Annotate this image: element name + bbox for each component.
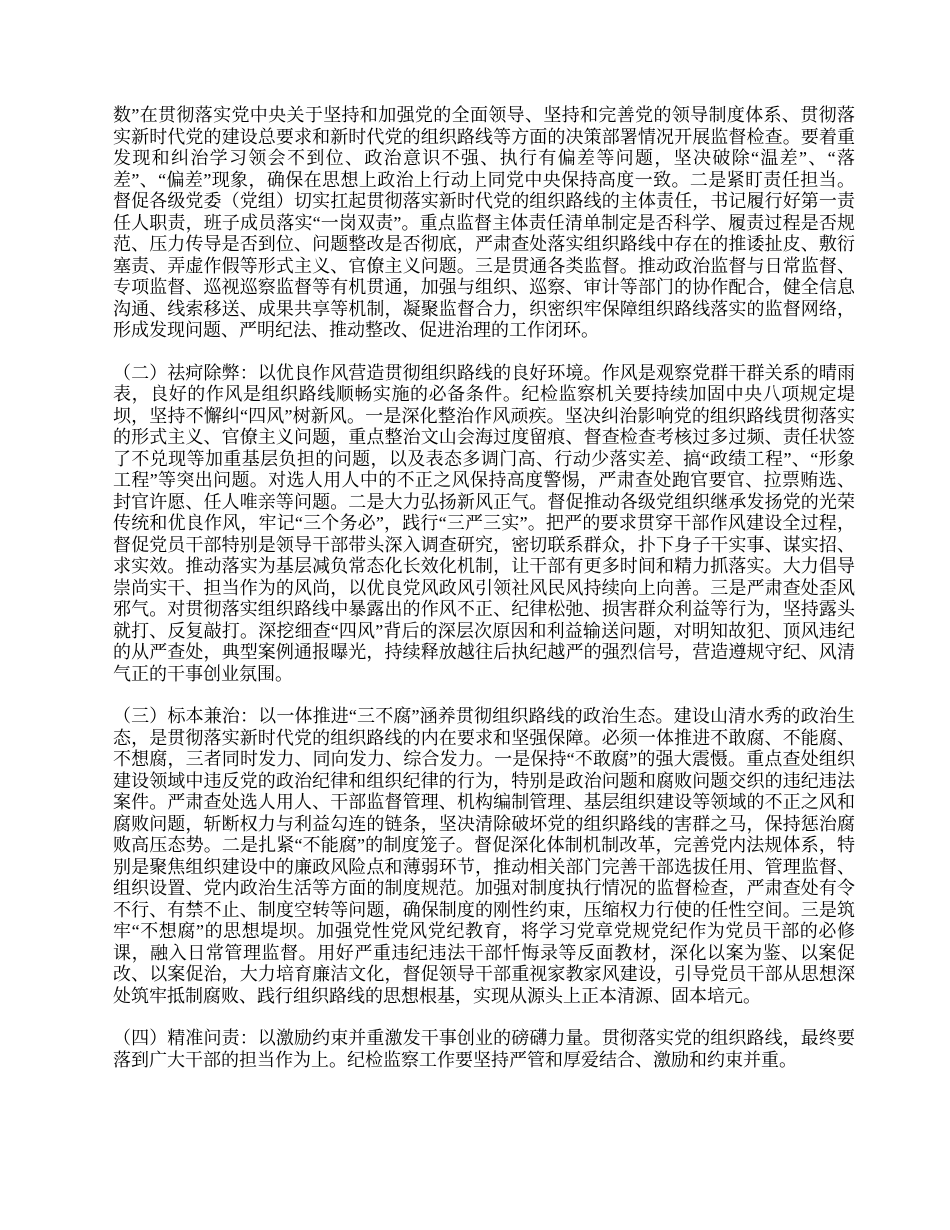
paragraph-section-3: （三）标本兼治：以一体推进“三不腐”涵养贯彻组织路线的政治生态。建设山清水秀的政治生态，是贯彻落实新时代党的组织路线的内在要求和坚强保障。必须一体推进不敢腐、不能腐、不想腐，三者同时发力、同向发力、综合发力。一是保持“不敢腐”的强大震慑。重点查处组织建设领域中违反党的政治纪律和组织纪律的行为，特别是政治问题和腐败问题交织的违纪违法案件。严肃查处选人用人、干部监督管理、机构编制管理、基层组织建设等领域的不正之风和腐败问题，斩断权力与利益勾连的链条，坚决清除破坏党的组织路线的害群之马，保持惩治腐败高压态势。二是扎紧“不能腐”的制度笼子。督促深化体制机制改革，完善党内法规体系，特别是聚焦组织建设中的廉政风险点和薄弱环节，推动相关部门完善干部选拔任用、管理监督、组织设置、党内政治生活等方面的制度规范。加强对制度执行情况的监督检查，严肃查处有令不行、有禁不止、制度空转等问题，确保制度的刚性约束，压缩权力行使的任性空间。三是筑牢“不想腐”的思想堤坝。加强党性党风党纪教育，将学习党章党规党纪作为党员干部的必修课，融入日常管理监督。用好严重违纪违法干部忏悔录等反面教材，深化以案为鉴、以案促改、以案促治，大力培育廉洁文化，督促领导干部重视家教家风建设，引导党员干部从思想深处筑牢抵制腐败、践行组织路线的思想根基，实现从源头上正本清源、固本培元。 (113, 706, 855, 1006)
paragraph-section-2: （二）祛疴除弊：以优良作风营造贯彻组织路线的良好环境。作风是观察党群干群关系的晴雨表，良好的作风是组织路线顺畅实施的必备条件。纪检监察机关要持续加固中央八项规定堤坝，坚持不懈纠“四风”树新风。一是深化整治作风顽疾。坚决纠治影响党的组织路线贯彻落实的形式主义、官僚主义问题，重点整治文山会海过度留痕、督查检查考核过多过频、责任状签了不兑现等加重基层负担的问题，以及表态多调门高、行动少落实差、搞“政绩工程”、“形象工程”等突出问题。对选人用人中的不正之风保持高度警惕，严肃查处跑官要官、拉票贿选、封官许愿、任人唯亲等问题。二是大力弘扬新风正气。督促推动各级党组织继承发扬党的光荣传统和优良作风，牢记“三个务必”，践行“三严三实”。把严的要求贯穿干部作风建设全过程，督促党员干部特别是领导干部带头深入调查研究，密切联系群众，扑下身子干实事、谋实招、求实效。推动落实为基层减负常态化长效化机制，让干部有更多时间和精力抓落实。大力倡导崇尚实干、担当作为的风尚，以优良党风政风引领社风民风持续向上向善。三是严肃查处歪风邪气。对贯彻落实组织路线中暴露出的作风不正、纪律松弛、损害群众利益等行为，坚持露头就打、反复敲打。深挖细查“四风”背后的深层次原因和利益输送问题，对明知故犯、顶风违纪的从严查处，典型案例通报曝光，持续释放越往后执纪越严的强烈信号，营造遵规守纪、风清气正的干事创业氛围。 (113, 362, 855, 684)
document-content (113, 105, 855, 1071)
paragraph-continuation: 数”在贯彻落实党中央关于坚持和加强党的全面领导、坚持和完善党的领导制度体系、贯彻落实新时代党的建设总要求和新时代党的组织路线等方面的决策部署情况开展监督检查。要着重发现和纠治学习领会不到位、政治意识不强、执行有偏差等问题，坚决破除“温差”、“落差”、“偏差”现象，确保在思想上政治上行动上同党中央保持高度一致。二是紧盯责任担当。督促各级党委（党组）切实扛起贯彻落实新时代党的组织路线的主体责任，书记履行好第一责任人职责，班子成员落实“一岗双责”。重点监督主体责任清单制定是否科学、履责过程是否规范、压力传导是否到位、问题整改是否彻底，严肃查处落实组织路线中存在的推诿扯皮、敷衍塞责、弄虚作假等形式主义、官僚主义问题。三是贯通各类监督。推动政治监督与日常监督、专项监督、巡视巡察监督等有机贯通，加强与组织、巡察、审计等部门的协作配合，健全信息沟通、线索移送、成果共享等机制，凝聚监督合力，织密织牢保障组织路线落实的监督网络，形成发现问题、严明纪法、推动整改、促进治理的工作闭环。 (113, 105, 855, 340)
paragraph-section-4: （四）精准问责：以激励约束并重激发干事创业的磅礴力量。贯彻落实党的组织路线，最终要落到广大干部的担当作为上。纪检监察工作要坚持严管和厚爱结合、激励和约束并重。 (113, 1028, 855, 1070)
